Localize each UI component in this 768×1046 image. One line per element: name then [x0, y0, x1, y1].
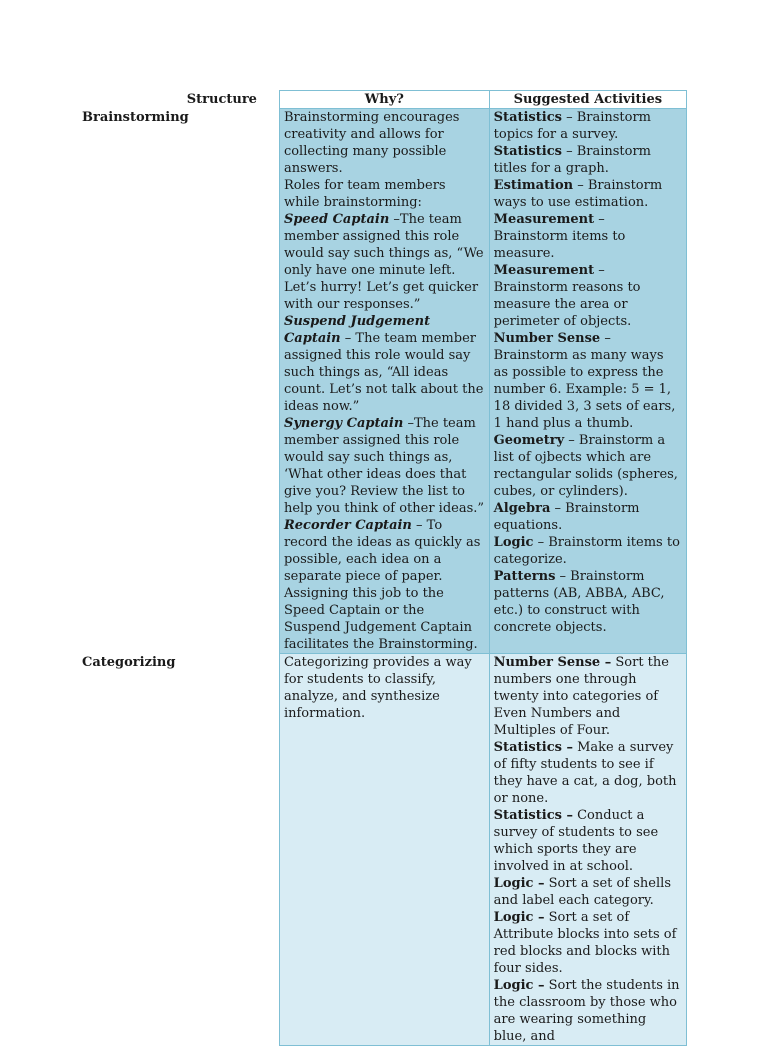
role-text: –The team member assigned this role would say such things as, ‘What other ideas does that give you? Review the list to help you think of other ideas.”	[283, 416, 485, 516]
header-row	[78, 91, 687, 109]
activity-topic: Algebra	[493, 501, 551, 516]
why-cell	[279, 109, 489, 654]
activity-item	[494, 211, 682, 262]
why-intro: Categorizing provides a way for students to classify, analyze, and synthesize information.	[283, 655, 472, 721]
activities-cell	[489, 654, 686, 1046]
activity-item	[494, 739, 682, 807]
activity-text: – Brainstorm items to categorize.	[493, 535, 680, 567]
activity-topic: Measurement	[493, 212, 595, 227]
header-suggested: Suggested Activities	[489, 91, 686, 109]
activity-text: – Brainstorm titles for a graph.	[493, 144, 652, 176]
roles-intro: Roles for team members while brainstorming:	[283, 178, 446, 210]
activity-topic: Logic	[493, 535, 534, 550]
activity-item	[494, 977, 682, 1045]
activity-text: Make a survey of fifty students to see if they have a cat, a dog, both or none.	[493, 740, 677, 806]
role-paragraph	[284, 313, 485, 415]
activity-text: Conduct a survey of students to see which sports they are involved in at school.	[493, 808, 659, 874]
table-row	[78, 654, 687, 1046]
activity-item	[494, 807, 682, 875]
activity-topic: Measurement	[493, 263, 595, 278]
why-cell	[279, 654, 489, 1046]
header-structure: Structure	[186, 91, 257, 107]
activity-item	[494, 500, 682, 534]
role-name: Speed Captain	[283, 212, 390, 227]
activity-topic: Statistics –	[493, 740, 573, 755]
activity-item	[494, 909, 682, 977]
role-text: – To record the ideas as quickly as possible, each idea on a separate piece of paper. Assigning this job to the Speed Captain or the Suspend Judgement Captain facilitates the Brainstorming.	[283, 518, 481, 652]
activity-text: – Brainstorm reasons to measure the area or perimeter of objects.	[493, 263, 641, 329]
activities-table	[78, 90, 687, 1046]
activity-text: – Brainstorm patterns (AB, ABBA, ABC, etc.) to construct with concrete objects.	[493, 569, 665, 635]
activity-topic: Logic –	[493, 978, 545, 993]
activity-topic: Statistics	[493, 110, 562, 125]
activity-topic: Patterns	[493, 569, 556, 584]
activity-text: Sort a set of shells and label each category.	[493, 876, 671, 908]
activity-text: – Brainstorm ways to use estimation.	[493, 178, 663, 210]
activity-item	[494, 654, 682, 739]
activity-item	[494, 432, 682, 500]
activity-item	[494, 534, 682, 568]
activity-topic: Statistics	[493, 144, 562, 159]
activity-text: – Brainstorm a list of ojbects which are rectangular solids (spheres, cubes, or cylinders).	[493, 433, 678, 499]
role-name: Synergy Captain	[283, 416, 404, 431]
activity-text: Sort the students in the classroom by those who are wearing something blue, and	[493, 978, 680, 1044]
role-paragraph	[284, 415, 485, 517]
activity-topic: Logic –	[493, 876, 545, 891]
activity-text: – Brainstorm as many ways as possible to express the number 6. Example: 5 = 1, 18 divided 3, 3 sets of ears, 1 hand plus a thumb.	[493, 331, 676, 431]
activity-topic: Geometry	[493, 433, 565, 448]
role-name: Suspend Judgement Captain	[283, 314, 431, 346]
role-text: –The team member assigned this role would say such things as, “We only have one minute left. Let’s hurry! Let’s get quicker with our responses.”	[283, 212, 484, 312]
activity-text: – Brainstorm equations.	[493, 501, 640, 533]
structure-cell: Categorizing	[82, 654, 176, 670]
activity-item	[494, 875, 682, 909]
activity-item	[494, 330, 682, 432]
header-why: Why?	[279, 91, 489, 109]
table-row	[78, 109, 687, 654]
activity-text: Sort a set of Attribute blocks into sets of red blocks and blocks with four sides.	[493, 910, 677, 976]
role-name: Recorder Captain	[283, 518, 412, 533]
why-intro: Brainstorming encourages creativity and allows for collecting many possible answers.	[283, 110, 460, 176]
activity-text: – Brainstorm items to measure.	[493, 212, 626, 261]
role-paragraph	[284, 517, 485, 653]
activity-topic: Logic –	[493, 910, 545, 925]
activities-cell	[489, 109, 686, 654]
activity-item	[494, 262, 682, 330]
activity-item	[494, 177, 682, 211]
activity-item	[494, 143, 682, 177]
activity-text: Sort the numbers one through twenty into categories of Even Numbers and Multiples of Four.	[493, 655, 669, 738]
role-text: – The team member assigned this role would say such things as, “All ideas count. Let’s not talk about the ideas now.”	[283, 331, 484, 414]
activity-topic: Statistics –	[493, 808, 573, 823]
activity-text: – Brainstorm topics for a survey.	[493, 110, 652, 142]
structure-cell: Brainstorming	[82, 109, 189, 125]
activity-topic: Number Sense –	[493, 655, 612, 670]
role-paragraph	[284, 211, 485, 313]
activity-item	[494, 109, 682, 143]
activity-topic: Number Sense	[493, 331, 601, 346]
activity-topic: Estimation	[493, 178, 574, 193]
activity-item	[494, 568, 682, 636]
